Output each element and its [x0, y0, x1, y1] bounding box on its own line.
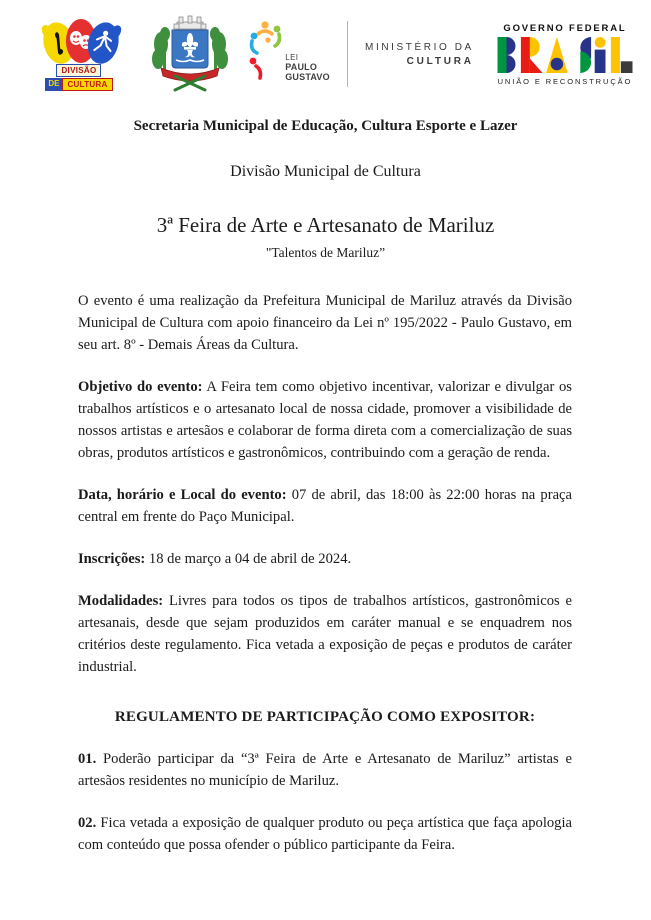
paulo-label: PAULO [285, 62, 318, 72]
ministerio-line1: MINISTÉRIO DA [365, 41, 474, 53]
divisao-heading: Divisão Municipal de Cultura [230, 163, 421, 180]
regulamento-heading: REGULAMENTO DE PARTICIPAÇÃO COMO EXPOSITOR: [114, 709, 536, 725]
intro-text: O evento é uma realização da Prefeitura Municipal de Mariluz através da Divisão Municipal de Cultura com apoio financeiro da Lei nº 195/2022 - Paulo Gustavo, em seu art. 8º - Demais Áreas da Cultura. [78, 293, 572, 353]
paint-splash-masks-icon [29, 18, 129, 68]
modalidades-label: Modalidades: [78, 593, 164, 609]
ministerio-line2: CULTURA [406, 55, 474, 67]
cultura-label: CULTURA [62, 78, 112, 91]
objetivo-paragraph [78, 376, 572, 464]
data-local-text: 07 de abril, das 18:00 às 22:00 horas na praça central em frente do Paço Municipal. [78, 487, 572, 525]
event-subtitle: "Talentos de Mariluz” [265, 245, 386, 260]
item-01-number: 01. [78, 751, 97, 767]
de-label: DE [45, 78, 62, 91]
regulamento-item-02 [78, 812, 572, 856]
gustavo-label: GUSTAVO [285, 72, 330, 82]
intro-paragraph [78, 290, 572, 356]
ministerio-da-cultura-logo [365, 42, 474, 67]
paulo-gustavo-wordmark [285, 53, 330, 82]
governo-federal-brasil-logo [491, 23, 639, 86]
divisao-labels [45, 64, 112, 91]
divisao-de-cultura-logo [26, 18, 132, 91]
governo-federal-label: GOVERNO FEDERAL [503, 22, 627, 34]
item-02-text: Fica vetada a exposição de qualquer produto ou peça artística que faça apologia com conteúdo que possa ofender o público participante da Feira. [78, 815, 572, 853]
inscricoes-text: 18 de março a 04 de abril de 2024. [145, 551, 352, 567]
event-title: 3ª Feira de Arte e Artesanato de Mariluz [156, 213, 495, 237]
regulamento-item-01 [78, 748, 572, 792]
mariluz-coat-of-arms-logo [149, 14, 231, 94]
paulo-gustavo-figures-icon [248, 20, 282, 82]
data-local-paragraph [78, 484, 572, 528]
item-02-number: 02. [78, 815, 97, 831]
modalidades-text: Livres para todos os tipos de trabalhos artísticos, gastronômicos e artesanais, desde que sejam produzidos em caráter manual e se enquadrem nos critérios deste regulamento. Fica vetada a exposição de peças e produtos de caráter industrial. [78, 593, 572, 675]
vertical-divider [347, 21, 348, 87]
inscricoes-label: Inscrições: [78, 551, 146, 567]
divisao-label: DIVISÃO [56, 64, 101, 77]
item-01-text: Poderão participar da “3ª Feira de Arte e Artesanato de Mariluz” artistas e artesãos residentes no município de Mariluz. [78, 751, 572, 789]
data-local-label: Data, horário e Local do evento: [78, 487, 287, 503]
document-body [0, 290, 651, 856]
secretaria-heading: Secretaria Municipal de Educação, Cultura Esporte e Lazer [133, 118, 518, 134]
lei-paulo-gustavo-logo [248, 20, 330, 88]
objetivo-label: Objetivo do evento: [78, 379, 203, 395]
modalidades-paragraph [78, 590, 572, 678]
brasil-wordmark-icon [495, 37, 635, 73]
coat-of-arms-icon [149, 14, 231, 94]
objetivo-text: A Feira tem como objetivo incentivar, valorizar e divulgar os trabalhos artísticos e o artesanato local de nossa cidade, promover a visibilidade de nossos artistas e artesãos e colaborar de forma direta com a comercialização de suas obras, produtos artísticos e gastronômicos, contribuindo com a geração de renda. [78, 379, 572, 461]
lei-label: LEI [285, 53, 299, 62]
logo-strip [0, 0, 651, 96]
inscricoes-paragraph [78, 548, 572, 570]
uniao-reconstrucao-label: UNIÃO E RECONSTRUÇÃO [497, 76, 633, 86]
